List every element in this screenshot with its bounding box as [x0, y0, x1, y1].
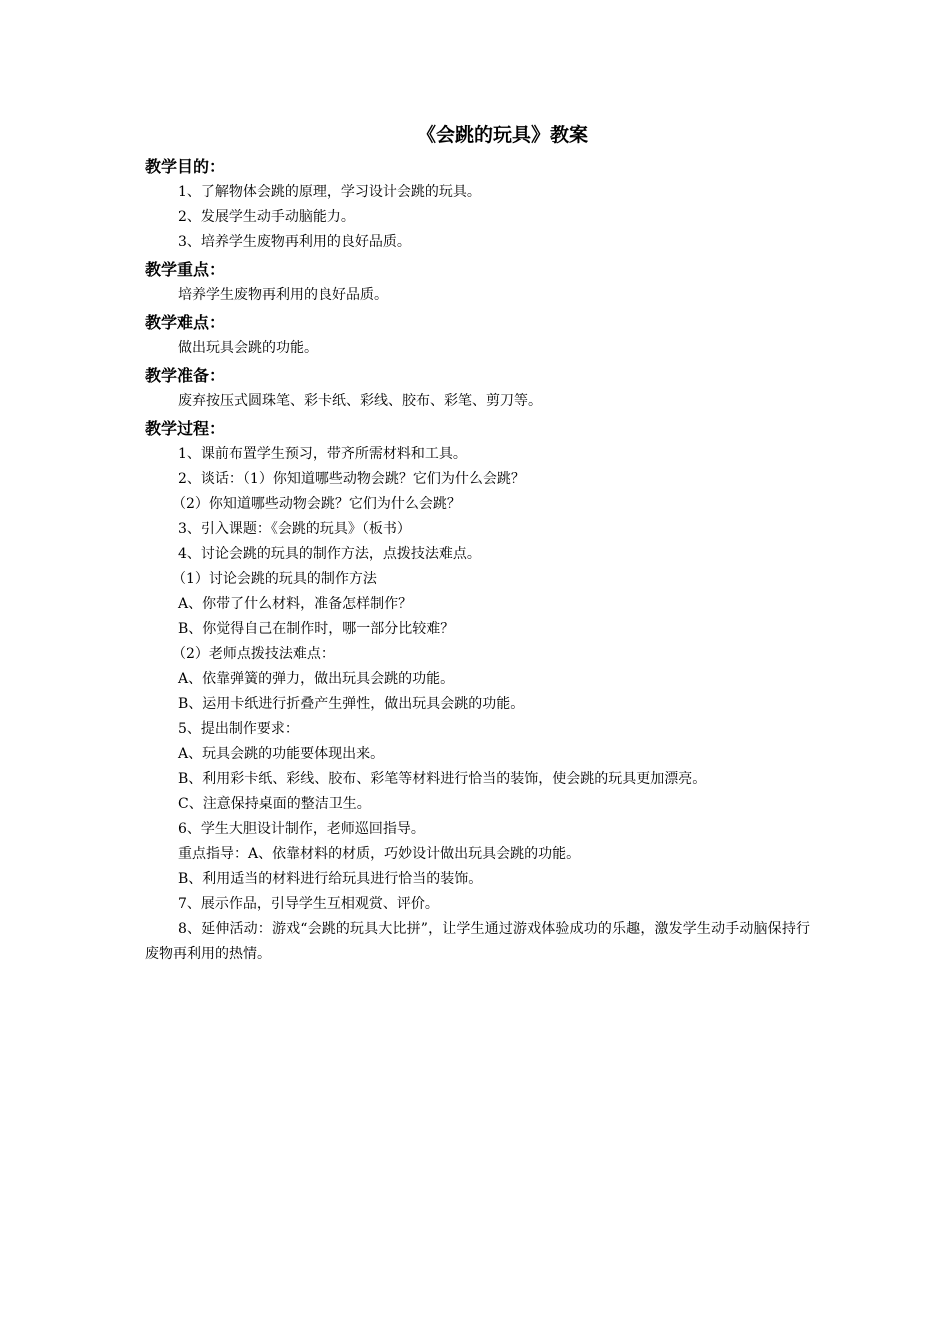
document-title: 《会跳的玩具》教案	[416, 124, 588, 146]
difficulty-item: 做出玩具会跳的功能。	[178, 340, 318, 356]
process-heading: 教学过程：	[145, 419, 226, 438]
preparation-item: 废弃按压式圆珠笔、彩卡纸、彩线、胶布、彩笔、剪刀等。	[178, 393, 542, 409]
key-points-heading: 教学重点：	[145, 260, 226, 279]
difficulties-section	[145, 310, 810, 361]
process-step: 2、谈话：（1）你知道哪些动物会跳？它们为什么会跳？	[178, 471, 525, 487]
process-step: B、利用彩卡纸、彩线、胶布、彩笔等材料进行恰当的装饰，使会跳的玩具更加漂亮。	[178, 771, 707, 787]
process-step: （1）讨论会跳的玩具的制作方法	[172, 571, 377, 587]
process-step: A、玩具会跳的功能要体现出来。	[178, 746, 385, 762]
objectives-section	[145, 154, 810, 255]
objective-item: 1、了解物体会跳的原理，学习设计会跳的玩具。	[178, 184, 481, 200]
process-step: 重点指导：A、依靠材料的材质，巧妙设计做出玩具会跳的功能。	[178, 846, 581, 862]
process-step: C、注意保持桌面的整洁卫生。	[178, 796, 371, 812]
process-step: A、依靠弹簧的弹力，做出玩具会跳的功能。	[178, 671, 455, 687]
preparation-heading: 教学准备：	[145, 366, 226, 385]
process-step: B、运用卡纸进行折叠产生弹性，做出玩具会跳的功能。	[178, 696, 525, 712]
process-step: 8、延伸活动：游戏“会跳的玩具大比拼”，让学生通过游戏体验成功的乐趣，激发学生动手动脑保持行废物再利用的热情。	[145, 921, 810, 962]
process-step: （2）老师点拨技法难点：	[172, 646, 335, 662]
key-point-item: 培养学生废物再利用的良好品质。	[178, 287, 388, 303]
preparation-section	[145, 363, 810, 414]
document-page	[145, 120, 810, 969]
objective-item: 2、发展学生动手动脑能力。	[178, 209, 355, 225]
process-step: B、你觉得自己在制作时，哪一部分比较难？	[178, 621, 455, 637]
process-step: 7、展示作品，引导学生互相观赏、评价。	[178, 896, 439, 912]
process-step: 6、学生大胆设计制作，老师巡回指导。	[178, 821, 425, 837]
difficulties-heading: 教学难点：	[145, 313, 226, 332]
objective-item: 3、培养学生废物再利用的良好品质。	[178, 234, 411, 250]
process-step: B、利用适当的材料进行给玩具进行恰当的装饰。	[178, 871, 483, 887]
process-section	[145, 416, 810, 967]
process-step: 3、引入课题：《会跳的玩具》（板书）	[178, 521, 411, 537]
process-step: 4、讨论会跳的玩具的制作方法，点拨技法难点。	[178, 546, 481, 562]
process-step: 1、课前布置学生预习，带齐所需材料和工具。	[178, 446, 467, 462]
process-step: 5、提出制作要求：	[178, 721, 299, 737]
key-points-section	[145, 257, 810, 308]
process-step: （2）你知道哪些动物会跳？它们为什么会跳？	[172, 496, 461, 512]
process-step: A、你带了什么材料，准备怎样制作？	[178, 596, 413, 612]
objectives-heading: 教学目的：	[145, 157, 226, 176]
